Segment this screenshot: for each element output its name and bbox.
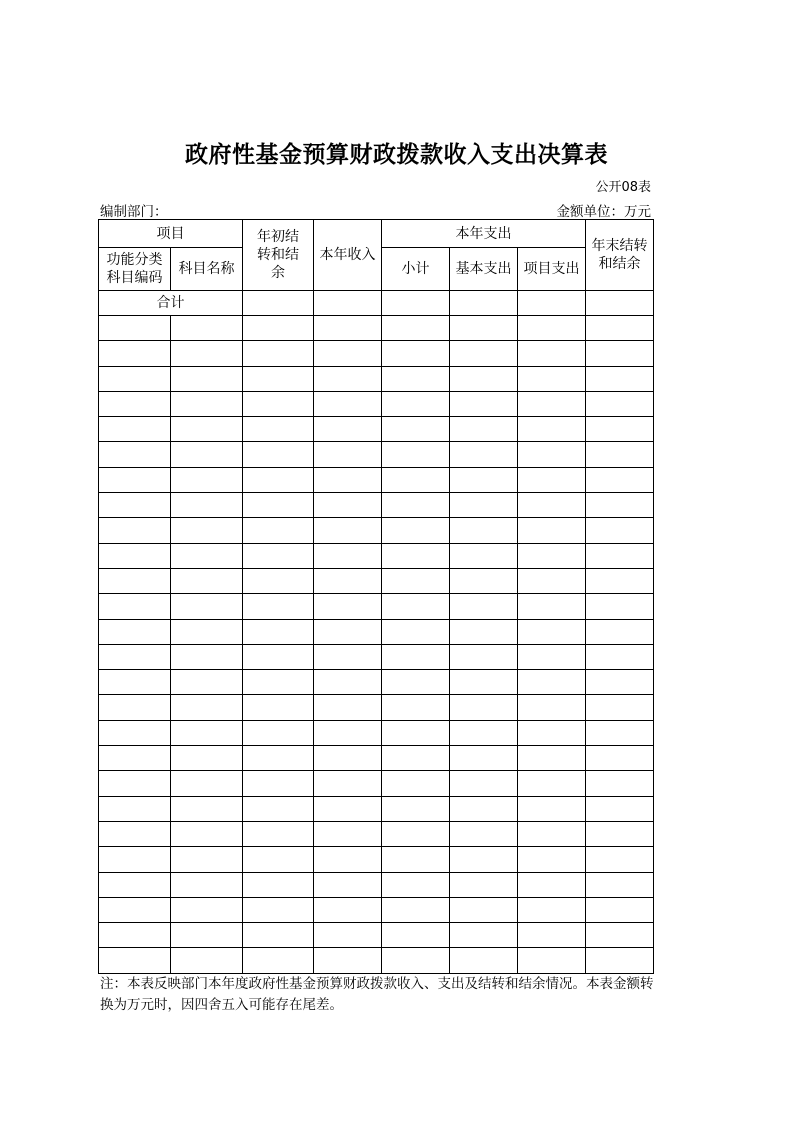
table-cell <box>450 644 518 669</box>
table-cell <box>450 948 518 973</box>
table-cell <box>450 720 518 745</box>
table-cell <box>314 821 382 846</box>
table-cell <box>518 568 586 593</box>
table-cell <box>450 619 518 644</box>
table-row <box>99 796 654 821</box>
table-cell <box>314 467 382 492</box>
table-cell <box>518 746 586 771</box>
table-cell <box>518 720 586 745</box>
table-cell <box>450 341 518 366</box>
table-cell <box>518 619 586 644</box>
table-cell <box>99 771 171 796</box>
table-cell <box>243 670 314 695</box>
table-cell <box>171 518 243 543</box>
table-cell <box>450 493 518 518</box>
table-cell <box>382 923 450 948</box>
table-cell <box>586 872 654 897</box>
table-cell <box>586 771 654 796</box>
table-cell <box>518 518 586 543</box>
table-cell <box>586 467 654 492</box>
table-row <box>99 847 654 872</box>
table-cell <box>99 543 171 568</box>
table-row <box>99 821 654 846</box>
table-cell <box>586 695 654 720</box>
table-cell <box>171 594 243 619</box>
table-cell <box>586 720 654 745</box>
table-cell <box>450 568 518 593</box>
table-cell <box>171 670 243 695</box>
table-cell <box>243 796 314 821</box>
table-cell <box>171 821 243 846</box>
table-cell <box>243 923 314 948</box>
table-cell <box>171 391 243 416</box>
table-cell <box>99 695 171 720</box>
table-cell <box>518 442 586 467</box>
table-cell <box>314 670 382 695</box>
table-cell <box>99 821 171 846</box>
department-label: 编制部门： <box>100 204 168 220</box>
table-cell <box>243 897 314 922</box>
table-cell <box>243 493 314 518</box>
table-row <box>99 923 654 948</box>
table-cell <box>99 872 171 897</box>
table-cell <box>243 341 314 366</box>
table-cell <box>314 695 382 720</box>
table-cell <box>586 746 654 771</box>
table-row <box>99 341 654 366</box>
table-cell <box>518 897 586 922</box>
table-cell <box>518 821 586 846</box>
table-cell <box>382 821 450 846</box>
table-cell <box>450 467 518 492</box>
table-row <box>99 391 654 416</box>
table-cell <box>382 594 450 619</box>
table-cell <box>586 594 654 619</box>
table-cell <box>382 442 450 467</box>
table-cell <box>243 417 314 442</box>
header-item: 项目 <box>99 220 243 248</box>
table-cell <box>314 568 382 593</box>
table-cell <box>314 316 382 341</box>
table-cell <box>382 670 450 695</box>
table-row <box>99 568 654 593</box>
table-cell <box>450 695 518 720</box>
table-cell <box>518 670 586 695</box>
table-cell <box>171 619 243 644</box>
table-cell <box>99 442 171 467</box>
table-cell <box>243 467 314 492</box>
table-cell <box>450 594 518 619</box>
table-cell <box>518 316 586 341</box>
table-cell <box>314 619 382 644</box>
table-cell <box>171 568 243 593</box>
form-number: 公开08表 <box>595 180 651 195</box>
table-cell <box>382 543 450 568</box>
table-cell <box>314 366 382 391</box>
table-cell <box>171 493 243 518</box>
table-row <box>99 771 654 796</box>
table-row <box>99 467 654 492</box>
table-cell <box>243 518 314 543</box>
table-row <box>99 493 654 518</box>
table-cell <box>518 543 586 568</box>
table-cell <box>382 341 450 366</box>
table-cell <box>586 493 654 518</box>
table-cell <box>382 391 450 416</box>
table-cell <box>518 923 586 948</box>
table-cell <box>171 417 243 442</box>
table-cell <box>243 771 314 796</box>
table-cell <box>171 467 243 492</box>
table-row <box>99 316 654 341</box>
table-cell <box>243 847 314 872</box>
table-cell <box>518 366 586 391</box>
table-cell <box>314 771 382 796</box>
table-cell <box>450 872 518 897</box>
table-cell <box>314 720 382 745</box>
table-cell <box>243 695 314 720</box>
table-cell <box>586 796 654 821</box>
table-cell <box>450 670 518 695</box>
table-cell <box>382 316 450 341</box>
table-cell <box>171 948 243 973</box>
table-cell <box>382 771 450 796</box>
header-project-expense: 项目支出 <box>518 248 586 291</box>
header-begin-balance: 年初结转和结余 <box>243 220 314 291</box>
table-cell <box>450 366 518 391</box>
header-income: 本年收入 <box>314 220 382 291</box>
table-cell <box>99 670 171 695</box>
table-cell <box>171 442 243 467</box>
table-cell <box>586 391 654 416</box>
table-cell <box>99 644 171 669</box>
table-cell <box>518 594 586 619</box>
table-cell <box>243 366 314 391</box>
table-cell <box>450 821 518 846</box>
table-cell <box>586 518 654 543</box>
table-cell <box>314 948 382 973</box>
table-row <box>99 897 654 922</box>
table-cell <box>99 341 171 366</box>
header-subject-name: 科目名称 <box>171 248 243 291</box>
table-cell <box>99 720 171 745</box>
table-cell <box>586 897 654 922</box>
table-row <box>99 543 654 568</box>
table-cell <box>382 366 450 391</box>
table-cell <box>518 467 586 492</box>
table-cell <box>171 872 243 897</box>
table-cell <box>586 291 654 316</box>
table-cell <box>382 568 450 593</box>
table-cell <box>382 746 450 771</box>
table-cell <box>382 948 450 973</box>
table-cell <box>99 316 171 341</box>
table-cell <box>586 619 654 644</box>
header-expense: 本年支出 <box>382 220 586 248</box>
table-row <box>99 948 654 973</box>
footnote: 注：本表反映部门本年度政府性基金预算财政拨款收入、支出及结转和结余情况。本表金额转换为万元时，因四舍五入可能存在尾差。 <box>100 976 654 1013</box>
table-cell <box>243 442 314 467</box>
table-cell <box>586 821 654 846</box>
table-cell <box>99 594 171 619</box>
table-cell <box>314 796 382 821</box>
table-cell <box>382 644 450 669</box>
table-cell <box>518 771 586 796</box>
table-cell <box>450 316 518 341</box>
table-cell <box>171 695 243 720</box>
table-cell <box>382 720 450 745</box>
budget-table <box>98 219 654 974</box>
header-subtotal: 小计 <box>382 248 450 291</box>
table-cell <box>99 847 171 872</box>
table-cell <box>450 796 518 821</box>
table-cell <box>243 316 314 341</box>
table-cell <box>171 543 243 568</box>
table-cell <box>382 796 450 821</box>
table-cell <box>314 518 382 543</box>
table-cell <box>518 695 586 720</box>
table-cell <box>518 493 586 518</box>
table-cell <box>314 594 382 619</box>
table-cell <box>518 847 586 872</box>
table-cell <box>450 391 518 416</box>
table-cell <box>382 695 450 720</box>
table-cell <box>450 543 518 568</box>
table-cell <box>171 796 243 821</box>
table-cell <box>99 619 171 644</box>
table-cell <box>171 897 243 922</box>
table-cell <box>171 366 243 391</box>
table-cell <box>314 291 382 316</box>
table-cell <box>586 644 654 669</box>
page-title: 政府性基金预算财政拨款收入支出决算表 <box>185 142 608 168</box>
table-cell <box>518 391 586 416</box>
table-cell <box>314 493 382 518</box>
table-cell <box>99 467 171 492</box>
table-row <box>99 518 654 543</box>
table-cell <box>518 291 586 316</box>
table-cell <box>99 417 171 442</box>
table-cell <box>99 746 171 771</box>
table-cell <box>171 316 243 341</box>
table-cell <box>171 720 243 745</box>
table-cell <box>586 670 654 695</box>
table-cell <box>314 543 382 568</box>
amount-unit-label: 金额单位：万元 <box>556 204 651 220</box>
table-cell <box>450 847 518 872</box>
table-cell <box>382 518 450 543</box>
table-cell <box>171 923 243 948</box>
table-cell <box>518 948 586 973</box>
total-row <box>99 291 654 316</box>
table-row <box>99 720 654 745</box>
table-row <box>99 442 654 467</box>
table-cell <box>314 746 382 771</box>
table-cell <box>243 746 314 771</box>
table-cell <box>99 366 171 391</box>
table-cell <box>518 341 586 366</box>
table-cell <box>243 948 314 973</box>
table-cell <box>586 568 654 593</box>
table-cell <box>450 923 518 948</box>
table-cell <box>314 417 382 442</box>
table-cell <box>382 897 450 922</box>
table-cell <box>382 847 450 872</box>
table-cell <box>171 746 243 771</box>
table-cell <box>171 771 243 796</box>
table-row <box>99 594 654 619</box>
table-cell <box>171 847 243 872</box>
table-cell <box>243 619 314 644</box>
table-row <box>99 619 654 644</box>
table-cell <box>99 391 171 416</box>
table-cell <box>450 291 518 316</box>
table-cell <box>314 391 382 416</box>
table-cell <box>243 391 314 416</box>
table-cell <box>586 948 654 973</box>
table-cell <box>586 847 654 872</box>
table-row <box>99 670 654 695</box>
table-cell <box>586 417 654 442</box>
table-cell <box>243 543 314 568</box>
table-cell <box>382 291 450 316</box>
table-cell <box>450 771 518 796</box>
total-label: 合计 <box>99 291 243 316</box>
table-cell <box>382 619 450 644</box>
table-cell <box>586 341 654 366</box>
table-cell <box>243 720 314 745</box>
table-row <box>99 746 654 771</box>
table-row <box>99 417 654 442</box>
header-basic-expense: 基本支出 <box>450 248 518 291</box>
table-cell <box>243 568 314 593</box>
table-row <box>99 695 654 720</box>
table-cell <box>243 644 314 669</box>
table-cell <box>99 518 171 543</box>
table-cell <box>450 746 518 771</box>
table-cell <box>450 897 518 922</box>
table-cell <box>99 568 171 593</box>
table-cell <box>518 872 586 897</box>
table-cell <box>586 366 654 391</box>
table-cell <box>518 644 586 669</box>
table-cell <box>314 341 382 366</box>
table-cell <box>314 872 382 897</box>
table-cell <box>382 493 450 518</box>
table-cell <box>586 442 654 467</box>
table-cell <box>450 442 518 467</box>
table-cell <box>243 872 314 897</box>
table-cell <box>314 897 382 922</box>
header-func-code: 功能分类科目编码 <box>99 248 171 291</box>
table-cell <box>171 341 243 366</box>
table-cell <box>586 316 654 341</box>
table-cell <box>99 796 171 821</box>
header-end-balance: 年末结转和结余 <box>586 220 654 291</box>
table-row <box>99 366 654 391</box>
table-cell <box>586 923 654 948</box>
table-cell <box>450 417 518 442</box>
table-cell <box>243 291 314 316</box>
table-cell <box>518 796 586 821</box>
table-cell <box>99 493 171 518</box>
table-cell <box>314 847 382 872</box>
table-cell <box>382 872 450 897</box>
table-cell <box>171 644 243 669</box>
table-cell <box>314 442 382 467</box>
table-cell <box>314 923 382 948</box>
table-cell <box>382 417 450 442</box>
table-cell <box>518 417 586 442</box>
table-cell <box>314 644 382 669</box>
table-cell <box>586 543 654 568</box>
table-cell <box>99 923 171 948</box>
table-cell <box>450 518 518 543</box>
table-row <box>99 872 654 897</box>
table-cell <box>243 594 314 619</box>
table-cell <box>99 948 171 973</box>
table-cell <box>382 467 450 492</box>
table-row <box>99 644 654 669</box>
table-cell <box>243 821 314 846</box>
table-cell <box>99 897 171 922</box>
